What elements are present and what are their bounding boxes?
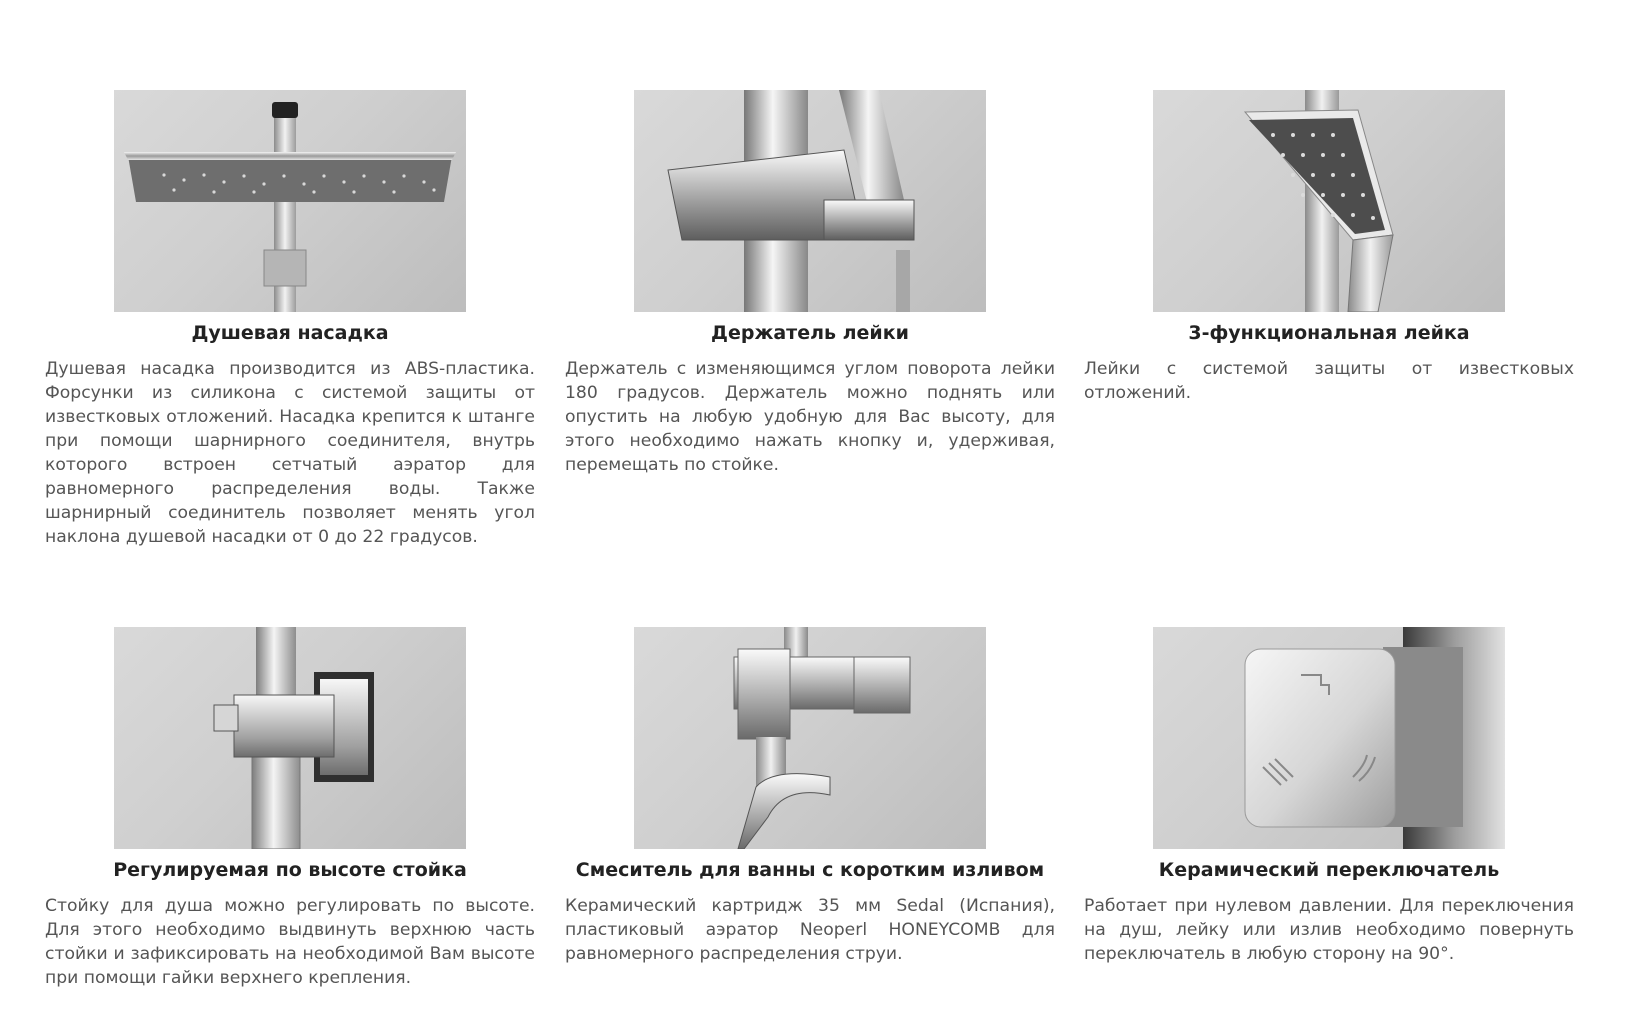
feature-description: Держатель с изменяющимся углом поворота лейки 180 градусов. Держатель можно поднять или опустить на любую удобную для Вас высоту, для этого необходимо нажать кнопку и, удерживая, перемещать по стойке. <box>565 359 1055 475</box>
bath-mixer-image <box>634 627 986 849</box>
feature-description: Лейки с системой защиты от известковых отложений. <box>1084 359 1574 403</box>
feature-description: Душевая насадка производится из ABS-пластика. Форсунки из силикона с системой защиты от известковых отложений. Насадка крепится к штанге при помощи шарнирного соединителя, внутрь которого встроен сетчатый аэратор для равномерного распределения воды. Также шарнирный соединитель позволяет менять угол наклона душевой насадки от 0 до 22 градусов. <box>45 359 535 547</box>
handshower-holder-image <box>634 90 986 312</box>
feature-description: Стойку для душа можно регулировать по высоте. Для этого необходимо выдвинуть верхнюю часть стойки и зафиксировать на необходимой Вам высоте при помощи гайки верхнего крепления. <box>45 896 535 988</box>
rain-shower-head-image <box>114 90 466 312</box>
feature-title: Душевая насадка <box>191 322 389 344</box>
feature-description: Работает при нулевом давлении. Для переключения на душ, лейку или излив необходимо повернуть переключатель в любую сторону на 90°. <box>1084 896 1574 964</box>
feature-description: Керамический картридж 35 мм Sedal (Испания), пластиковый аэратор Neoperl HONEYCOMB для равномерного распределения струи. <box>565 896 1055 964</box>
feature-title: Держатель лейки <box>711 322 909 344</box>
feature-title: Смеситель для ванны с коротким изливом <box>575 859 1045 881</box>
feature-title: Регулируемая по высоте стойка <box>113 859 467 881</box>
feature-title: Керамический переключатель <box>1158 859 1500 881</box>
ceramic-switch-image <box>1153 627 1505 849</box>
height-adjustable-rail-image <box>114 627 466 849</box>
hand-shower-image <box>1153 90 1505 312</box>
feature-title: 3-функциональная лейка <box>1188 322 1470 344</box>
